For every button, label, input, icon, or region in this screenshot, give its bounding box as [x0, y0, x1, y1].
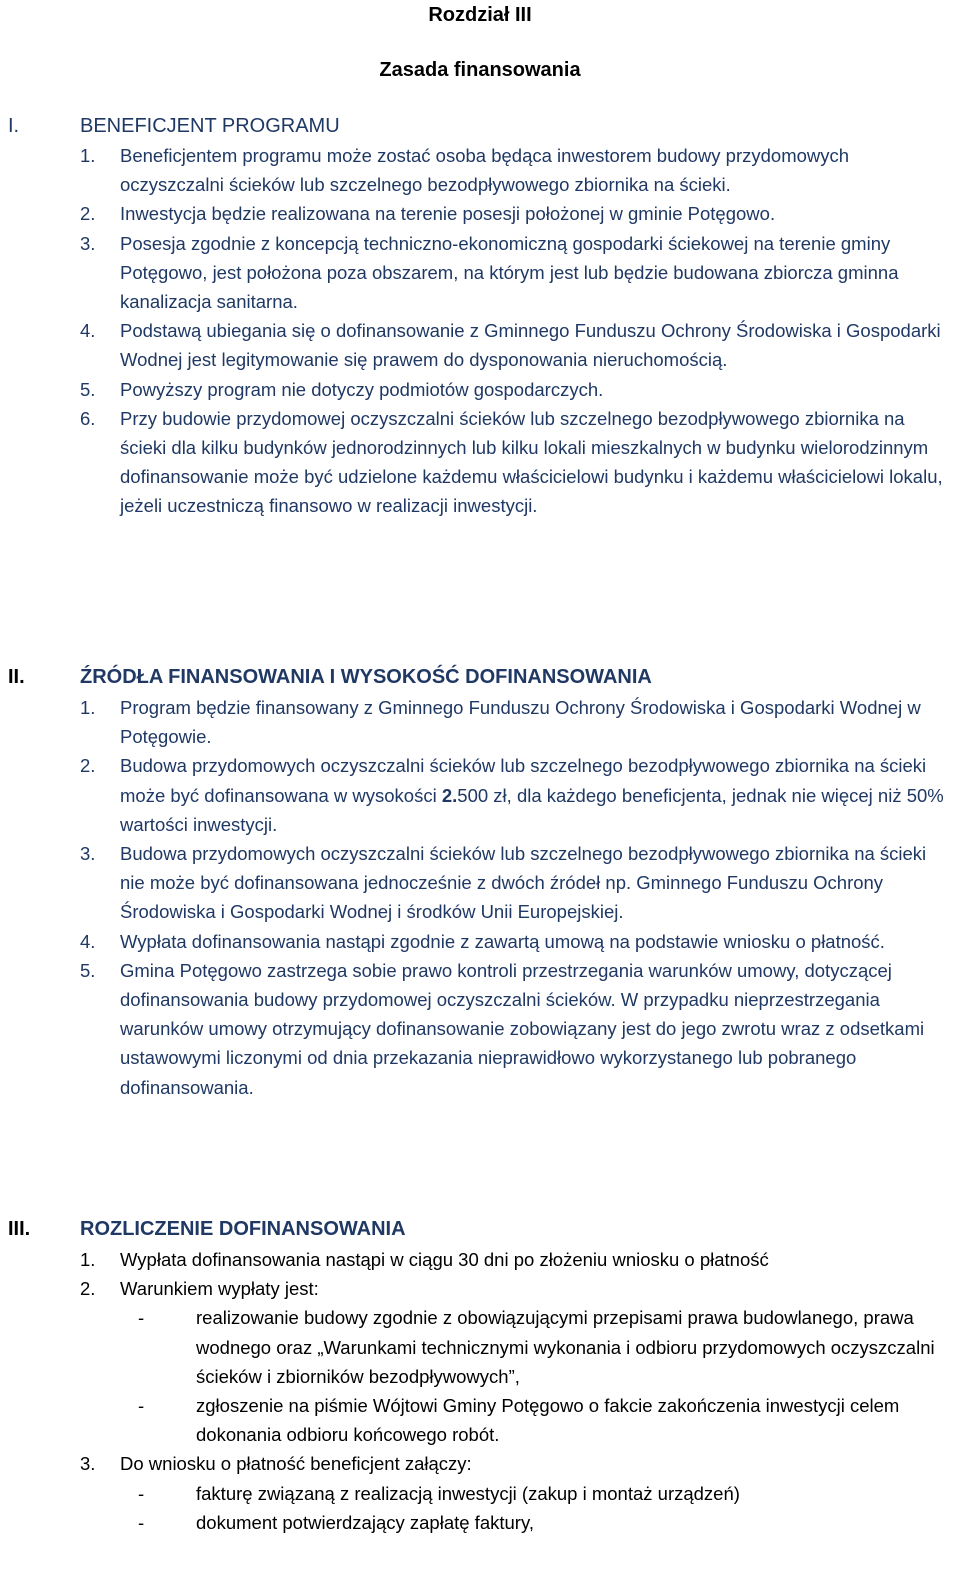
list-item: 2. Warunkiem wypłaty jest: - realizowanie budowy zgodnie z obowiązującymi przepisami prawa budowlanego, prawa wodnego oraz „Warunkami technicznymi wykonania i odbioru przydomowych oczyszczalni ścieków i zbiorników bezodpływowych”, - zgłoszenie na piśmie Wójtowi Gminy Potęgowo o fakcie zakończenia inwestycji celem dokonania odbioru końcowego robót. — [80, 1274, 950, 1449]
list-item: 5. Powyższy program nie dotyczy podmiotów gospodarczych. — [80, 378, 604, 400]
section-number: III. — [8, 1218, 31, 1240]
sub-list-item: - fakturę związaną z realizacją inwestycji (zakup i montaż urządzeń) — [138, 1482, 740, 1504]
section-number: I. — [8, 115, 20, 137]
list-item: 3. Posesja zgodnie z koncepcją techniczno-ekonomiczną gospodarki ściekowej na terenie gminy Potęgowo, jest położona poza obszarem, na którym jest lub będzie budowana zbiorcza gminna kanalizacja sanitarna. — [80, 232, 899, 313]
list-item: 1. Program będzie finansowany z Gminnego Funduszu Ochrony Środowiska i Gospodarki Wodnej w Potęgowie. — [80, 697, 921, 748]
section-title: ROZLICZENIE DOFINANSOWANIA — [80, 1218, 406, 1240]
sub-list-item: - realizowanie budowy zgodnie z obowiązującymi przepisami prawa budowlanego, prawa wodnego oraz „Warunkami technicznymi wykonania i odbioru przydomowych oczyszczalni ścieków i zbiorników bezodpływowych”, — [138, 1307, 935, 1387]
list-item: 4. Podstawą ubiegania się o dofinansowanie z Gminnego Funduszu Ochrony Środowiska i Gospodarki Wodnej jest legitymowanie się prawem do dysponowania nieruchomością. — [80, 320, 941, 371]
sub-list — [80, 1479, 950, 1537]
chapter-subtitle: Zasada finansowania — [379, 59, 581, 81]
sub-list-item: - zgłoszenie na piśmie Wójtowi Gminy Potęgowo o fakcie zakończenia inwestycji celem dokonania odbioru końcowego robót. — [138, 1395, 900, 1446]
sub-list-item: - dokument potwierdzający zapłatę faktury, — [138, 1511, 534, 1533]
list-item: 4. Wypłata dofinansowania nastąpi zgodnie z zawartą umową na podstawie wniosku o płatność. — [80, 930, 885, 952]
chapter-title: Rozdział III — [428, 4, 532, 26]
list-item: 2. Budowa przydomowych oczyszczalni ścieków lub szczelnego bezodpływowego zbiornika na ścieki może być dofinansowana w wysokości 2.500 zł, dla każdego beneficjenta, jednak nie więcej niż 50% wartości inwestycji. — [80, 755, 944, 835]
section-1-list — [80, 141, 950, 521]
section-3-list — [80, 1245, 950, 1537]
section-2-list — [80, 693, 950, 1102]
list-item: 1. Wypłata dofinansowania nastąpi w ciągu 30 dni po złożeniu wniosku o płatność — [80, 1249, 769, 1270]
list-item: 3. Do wniosku o płatność beneficjent załączy: - fakturę związaną z realizacją inwestycji (zakup i montaż urządzeń) - dokument potwierdzający zapłatę faktury, — [80, 1449, 950, 1537]
list-item: 1. Beneficjentem programu może zostać osoba będąca inwestorem budowy przydomowych oczyszczalni ścieków lub szczelnego bezodpływowego zbiornika na ścieki. — [80, 145, 850, 196]
list-item: 6. Przy budowie przydomowej oczyszczalni ścieków lub szczelnego bezodpływowego zbiornika na ścieki dla kilku budynków jednorodzinnych lub kilku lokali mieszkalnych w budynku wielorodzinnym dofinansowanie może być udzielone każdemu właścicielowi budynku i każdemu właścicielowi lokalu, jeżeli uczestniczą finansowo w realizacji inwestycji. — [80, 407, 943, 517]
list-item: 3. Budowa przydomowych oczyszczalni ścieków lub szczelnego bezodpływowego zbiornika na ścieki nie może być dofinansowana jednocześnie z dwóch źródeł np. Gminnego Funduszu Ochrony Środowiska i Gospodarki Wodnej i środków Unii Europejskiej. — [80, 843, 927, 923]
section-number: II. — [8, 666, 25, 688]
sub-list — [80, 1303, 950, 1449]
section-title: ŹRÓDŁA FINANSOWANIA I WYSOKOŚĆ DOFINANSOWANIA — [80, 666, 652, 688]
list-item: 2. Inwestycja będzie realizowana na terenie posesji położonej w gminie Potęgowo. — [80, 203, 776, 225]
list-item: 5. Gmina Potęgowo zastrzega sobie prawo kontroli przestrzegania warunków umowy, dotyczącej dofinansowania budowy przydomowej oczyszczalni ścieków. W przypadku nieprzestrzegania warunków umowy otrzymujący dofinansowanie zobowiązany jest do jego zwrotu wraz z odsetkami ustawowymi liczonymi od dnia przekazania nieprawidłowo wykorzystanego lub pobranego dofinansowania. — [80, 959, 925, 1098]
section-title: BENEFICJENT PROGRAMU — [80, 115, 340, 137]
